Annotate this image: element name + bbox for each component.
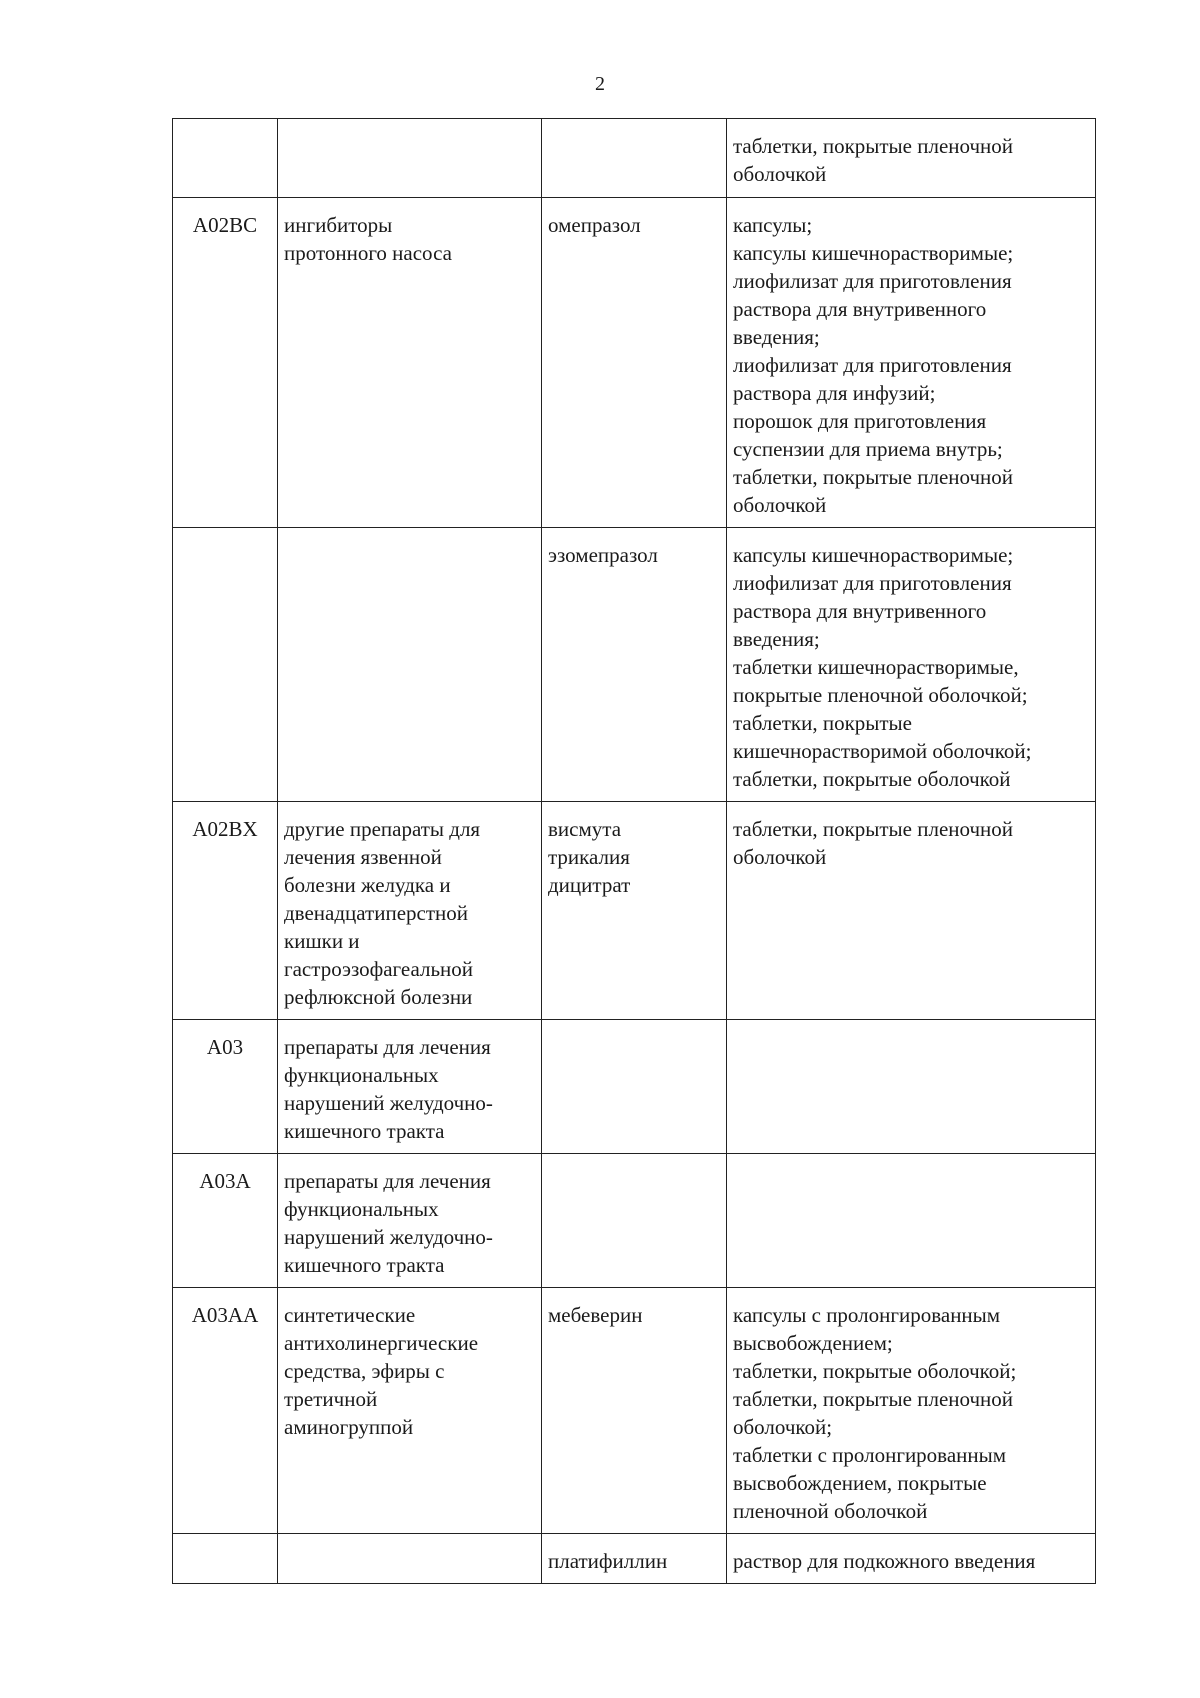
- dosage-form-cell: капсулы с пролонгированным высвобождением; таблетки, покрытые оболочкой; таблетки, покрытые пленочной оболочкой; таблетки с пролонгированным высвобождением, покрытые пленочной оболочкой: [727, 1288, 1096, 1534]
- group-name-cell: [278, 119, 542, 198]
- table-row: [173, 1534, 1096, 1584]
- table-row: [173, 1020, 1096, 1154]
- drug-name-cell: платифиллин: [542, 1534, 727, 1584]
- table-row: [173, 119, 1096, 198]
- group-name-cell: синтетические антихолинергические средства, эфиры с третичной аминогруппой: [278, 1288, 542, 1534]
- atc-code-cell: A02BX: [173, 802, 278, 1020]
- group-name-cell: препараты для лечения функциональных нарушений желудочно- кишечного тракта: [278, 1020, 542, 1154]
- group-name-cell: [278, 1534, 542, 1584]
- drug-table: [172, 118, 1096, 1584]
- table-row: [173, 1288, 1096, 1534]
- atc-code-cell: A03: [173, 1020, 278, 1154]
- atc-code-cell: [173, 119, 278, 198]
- atc-code-cell: A02BC: [173, 198, 278, 528]
- dosage-form-cell: таблетки, покрытые пленочной оболочкой: [727, 119, 1096, 198]
- drug-name-cell: омепразол: [542, 198, 727, 528]
- atc-code-cell: A03A: [173, 1154, 278, 1288]
- table-row: [173, 802, 1096, 1020]
- dosage-form-cell: раствор для подкожного введения: [727, 1534, 1096, 1584]
- drug-name-cell: [542, 119, 727, 198]
- atc-code-cell: [173, 1534, 278, 1584]
- dosage-form-cell: таблетки, покрытые пленочной оболочкой: [727, 802, 1096, 1020]
- group-name-cell: ингибиторы протонного насоса: [278, 198, 542, 528]
- group-name-cell: [278, 528, 542, 802]
- drug-name-cell: висмута трикалия дицитрат: [542, 802, 727, 1020]
- drug-name-cell: мебеверин: [542, 1288, 727, 1534]
- drug-name-cell: эзомепразол: [542, 528, 727, 802]
- dosage-form-cell: [727, 1020, 1096, 1154]
- drug-name-cell: [542, 1020, 727, 1154]
- atc-code-cell: [173, 528, 278, 802]
- dosage-form-cell: капсулы; капсулы кишечнорастворимые; лиофилизат для приготовления раствора для внутривенного введения; лиофилизат для приготовления раствора для инфузий; порошок для приготовления суспензии для приема внутрь; таблетки, покрытые пленочной оболочкой: [727, 198, 1096, 528]
- dosage-form-cell: [727, 1154, 1096, 1288]
- group-name-cell: препараты для лечения функциональных нарушений желудочно- кишечного тракта: [278, 1154, 542, 1288]
- drug-name-cell: [542, 1154, 727, 1288]
- dosage-form-cell: капсулы кишечнорастворимые; лиофилизат для приготовления раствора для внутривенного введения; таблетки кишечнорастворимые, покрытые пленочной оболочкой; таблетки, покрытые кишечнорастворимой оболочкой; таблетки, покрытые оболочкой: [727, 528, 1096, 802]
- table-row: [173, 198, 1096, 528]
- atc-code-cell: A03AA: [173, 1288, 278, 1534]
- group-name-cell: другие препараты для лечения язвенной болезни желудка и двенадцатиперстной кишки и гастроэзофагеальной рефлюксной болезни: [278, 802, 542, 1020]
- page-number: 2: [595, 73, 605, 95]
- table-row: [173, 1154, 1096, 1288]
- table-row: [173, 528, 1096, 802]
